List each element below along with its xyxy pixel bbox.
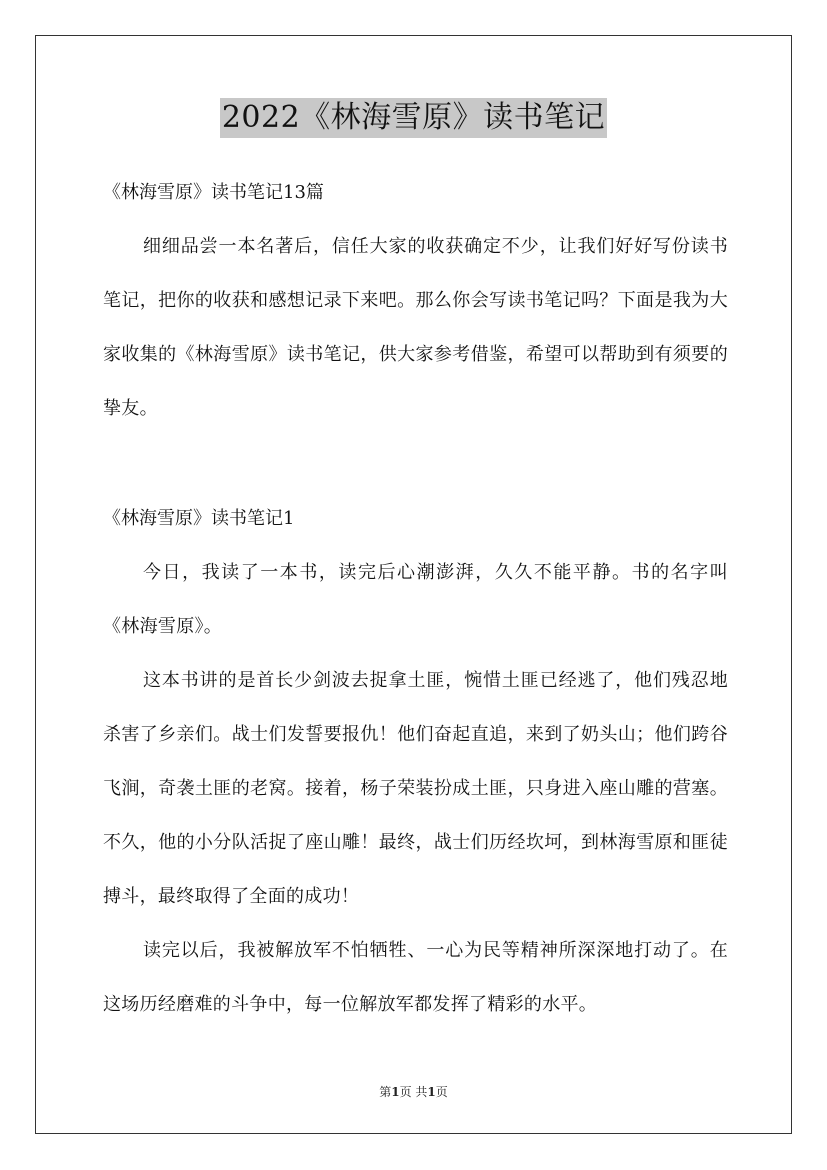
footer-suffix: 页 bbox=[435, 1085, 448, 1099]
body-paragraph-2: 这本书讲的是首长少剑波去捉拿土匪，惋惜土匪已经逃了，他们残忍地杀害了乡亲们。战士们发誓要报仇！他们奋起直追，来到了奶头山；他们跨谷飞涧，奇袭土匪的老窝。接着，杨子荣装扮成土匪，只身进入座山雕的营塞。不久，他的小分队活捉了座山雕！最终，战士们历经坎坷，到林海雪原和匪徒搏斗，最终取得了全面的成功！ bbox=[103, 670, 728, 907]
body-paragraph-3: 读完以后，我被解放军不怕牺牲、一心为民等精神所深深地打动了。在这场历经磨难的斗争中，每一位解放军都发挥了精彩的水平。 bbox=[103, 940, 728, 1015]
footer-mid: 页 共 bbox=[399, 1085, 428, 1099]
document-title: 2022《林海雪原》读书笔记 bbox=[220, 98, 607, 138]
footer-current-page: 1 bbox=[391, 1085, 400, 1099]
title-container bbox=[0, 98, 827, 138]
body-paragraph-1: 今日，我读了一本书，读完后心潮澎湃，久久不能平静。书的名字叫《林海雪原》。 bbox=[103, 562, 728, 637]
intro-paragraph: 细细品尝一本名著后，信任大家的收获确定不少，让我们好好写份读书笔记，把你的收获和感想记录下来吧。那么你会写读书笔记吗？下面是我为大家收集的《林海雪原》读书笔记，供大家参考借鉴，希望可以帮助到有须要的挚友。 bbox=[103, 236, 728, 419]
section-heading: 《林海雪原》读书笔记1 bbox=[103, 508, 295, 529]
footer-total-pages: 1 bbox=[427, 1085, 436, 1099]
page-footer bbox=[0, 1084, 827, 1100]
footer-prefix: 第 bbox=[379, 1085, 392, 1099]
document-subtitle: 《林海雪原》读书笔记13篇 bbox=[103, 182, 324, 203]
